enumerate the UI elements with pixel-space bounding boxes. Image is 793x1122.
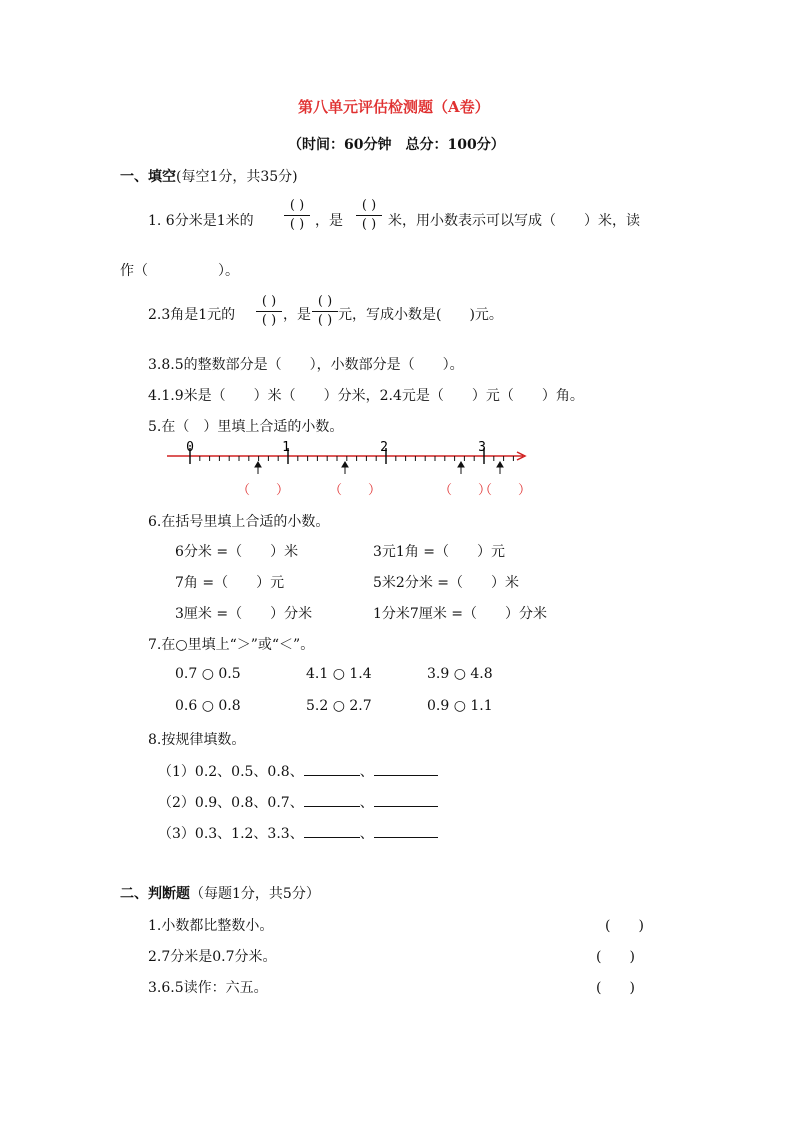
q2-part-b: ，是	[283, 307, 311, 323]
number-line-label-2: 2	[380, 440, 388, 455]
judge-answer-1[interactable]: ( )	[605, 918, 644, 934]
answer-paren-3: （ ）	[439, 483, 492, 498]
number-line-label-1: 1	[282, 440, 290, 455]
section1-note: (每空1分，共35分)	[176, 169, 298, 185]
q1-fraction-1	[284, 198, 310, 233]
q6-item-3: 7角 =（ ）元	[175, 575, 285, 591]
answer-paren-2: （ ）	[329, 483, 382, 498]
q6-item-6: 1分米7厘米 =（ ）分米	[373, 606, 547, 622]
q7-item-2: 4.1 ○ 1.4	[306, 666, 372, 682]
page-subtitle: （时间：60分钟 总分：100分）	[288, 137, 505, 153]
q6-item-1: 6分米 =（ ）米	[175, 544, 299, 560]
q1-part-b: ，是	[315, 213, 343, 229]
page-title: 第八单元评估检测题（A卷）	[298, 98, 490, 116]
section1-header	[120, 166, 298, 186]
q2-part-a: 2.3角是1元的	[148, 307, 236, 323]
q2-fraction-2	[312, 294, 338, 329]
section1-heading: 一、填空	[120, 169, 176, 185]
q8-blank[interactable]	[374, 825, 438, 838]
q8-blank[interactable]	[374, 794, 438, 807]
q1-part-c: 米，用小数表示可以写成（ ）米，读	[388, 213, 640, 229]
q8-text: 8.按规律填数。	[148, 732, 246, 748]
section2-heading: 二、判断题	[120, 886, 190, 902]
q7-item-4: 0.6 ○ 0.8	[175, 698, 241, 714]
section2-note: （每题1分，共5分）	[190, 886, 320, 902]
q1-part-a: 1. 6分米是1米的	[148, 213, 254, 229]
q8-blank[interactable]	[374, 763, 438, 776]
q8-sep: 、	[359, 826, 374, 842]
q2-fraction-1	[256, 294, 282, 329]
q8-item-3-text: （3）0.3、1.2、3.3、	[158, 826, 304, 842]
q1-fraction-2	[356, 198, 382, 233]
q8-item-2	[158, 792, 438, 812]
judge-answer-3[interactable]: ( )	[596, 980, 635, 996]
judge-answer-2[interactable]: ( )	[596, 949, 635, 965]
q7-item-6: 0.9 ○ 1.1	[427, 698, 493, 714]
q7-item-3: 3.9 ○ 4.8	[427, 666, 493, 682]
answer-paren-4: （ ）	[479, 483, 532, 498]
q8-item-2-text: （2）0.9、0.8、0.7、	[158, 795, 304, 811]
number-line-arrows	[255, 462, 503, 474]
number-line	[165, 438, 535, 504]
q1-part-d: 作（ ）。	[120, 263, 239, 279]
q5-text: 5.在（ ）里填上合适的小数。	[148, 419, 344, 435]
q8-item-1	[158, 761, 438, 781]
q8-blank[interactable]	[304, 825, 360, 838]
q1-frac1-den: ( )	[289, 217, 305, 232]
q1-frac2-den: ( )	[361, 217, 377, 232]
q8-sep: 、	[359, 764, 374, 780]
q8-sep: 、	[359, 795, 374, 811]
q8-item-1-text: （1）0.2、0.5、0.8、	[158, 764, 304, 780]
q7-item-1: 0.7 ○ 0.5	[175, 666, 241, 682]
q3-text: 3.8.5的整数部分是（ ），小数部分是（ ）。	[148, 357, 464, 373]
judge-item-1: 1.小数都比整数小。	[148, 918, 274, 934]
q1-frac2-num: ( )	[361, 198, 377, 213]
q2-frac2-num: ( )	[317, 294, 333, 309]
q7-item-5: 5.2 ○ 2.7	[306, 698, 372, 714]
answer-paren-1: （ ）	[237, 483, 290, 498]
number-line-label-0: 0	[186, 440, 194, 455]
q6-item-4: 5米2分米 =（ ）米	[373, 575, 519, 591]
section2-header	[120, 883, 320, 903]
q8-item-3	[158, 823, 438, 843]
q2-frac1-den: ( )	[261, 313, 277, 328]
q6-item-5: 3厘米 =（ ）分米	[175, 606, 313, 622]
q8-blank[interactable]	[304, 794, 360, 807]
judge-item-2: 2.7分米是0.7分米。	[148, 949, 277, 965]
q6-item-2: 3元1角 =（ ）元	[373, 544, 505, 560]
number-line-label-3: 3	[478, 440, 486, 455]
q7-text: 7.在○里填上“＞”或“＜”。	[148, 637, 315, 653]
q4-text: 4.1.9米是（ ）米（ ）分米，2.4元是（ ）元（ ）角。	[148, 388, 584, 404]
q2-frac1-num: ( )	[261, 294, 277, 309]
judge-item-3: 3.6.5读作：六五。	[148, 980, 268, 996]
q2-part-c: 元，写成小数是( )元。	[338, 307, 503, 323]
q1-frac1-num: ( )	[289, 198, 305, 213]
q6-text: 6.在括号里填上合适的小数。	[148, 514, 330, 530]
q2-frac2-den: ( )	[317, 313, 333, 328]
q8-blank[interactable]	[304, 763, 360, 776]
